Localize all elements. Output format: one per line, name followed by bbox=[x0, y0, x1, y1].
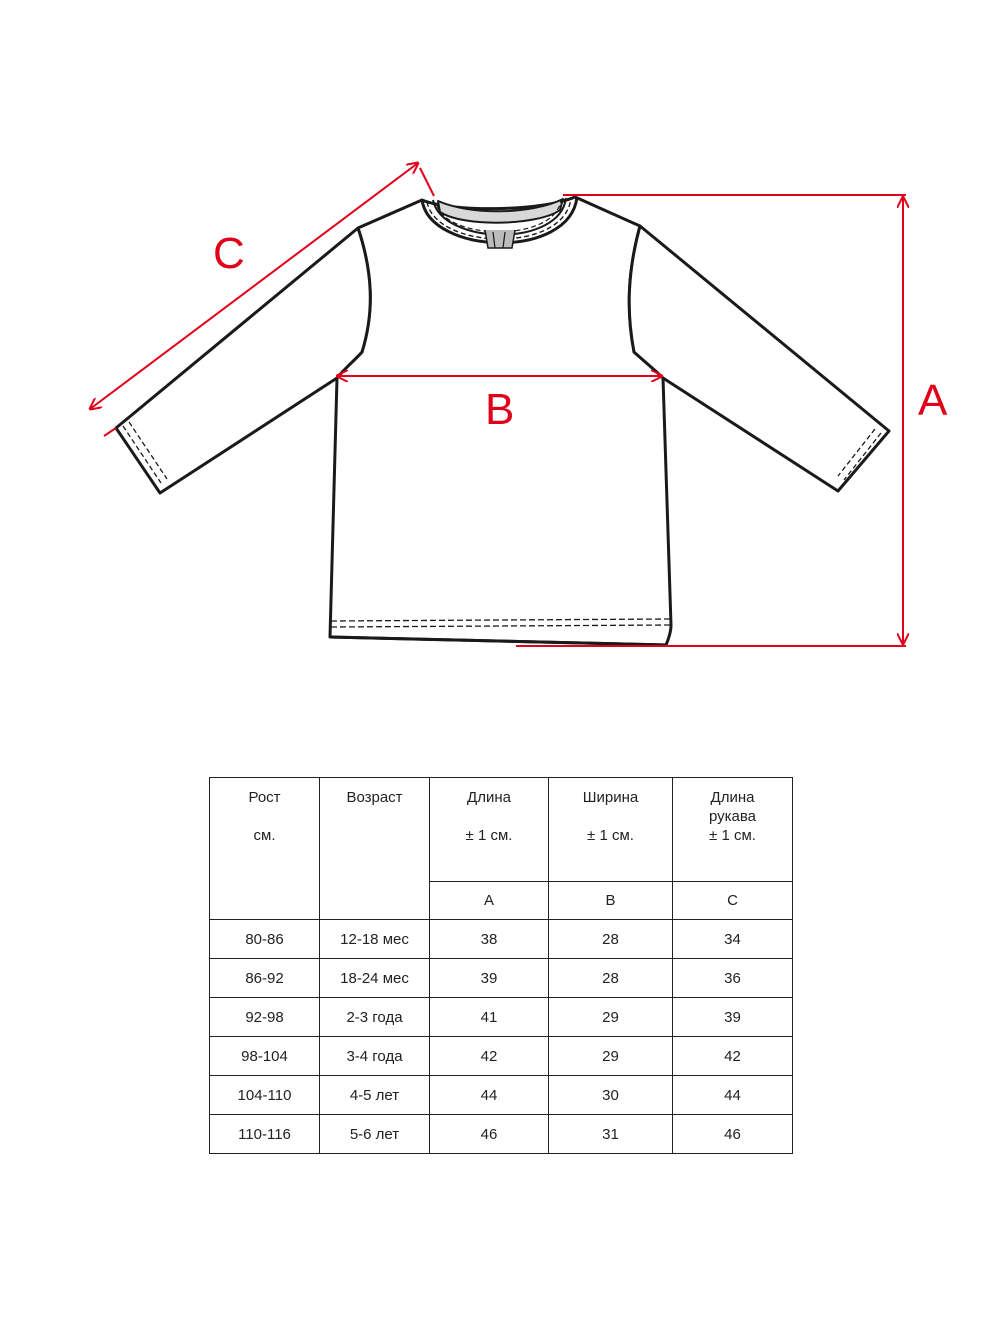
table-header-row bbox=[210, 778, 793, 882]
table-row bbox=[210, 998, 793, 1037]
cell-width: 30 bbox=[549, 1076, 673, 1115]
cell-sleeve: 44 bbox=[673, 1076, 793, 1115]
cell-height: 86-92 bbox=[210, 959, 320, 998]
cell-sleeve: 39 bbox=[673, 998, 793, 1037]
header-unit: ± 1 см. bbox=[465, 827, 513, 844]
size-table bbox=[209, 777, 793, 1154]
right-sleeve bbox=[629, 226, 889, 491]
cell-length: 44 bbox=[430, 1076, 549, 1115]
cell-age: 18-24 мес bbox=[320, 959, 430, 998]
header-label: Длина рукава bbox=[708, 789, 757, 825]
header-unit: ± 1 см. bbox=[587, 827, 634, 844]
cell-length: 39 bbox=[430, 959, 549, 998]
cell-age: 3-4 года bbox=[320, 1037, 430, 1076]
cell-width: 28 bbox=[549, 959, 673, 998]
table-row bbox=[210, 1076, 793, 1115]
header-length bbox=[430, 778, 549, 882]
table-row bbox=[210, 1037, 793, 1076]
cell-sleeve: 46 bbox=[673, 1115, 793, 1154]
dimension-a-label: A bbox=[918, 376, 948, 425]
header-label: Ширина bbox=[582, 789, 639, 806]
cell-width: 29 bbox=[549, 998, 673, 1037]
cell-length: 46 bbox=[430, 1115, 549, 1154]
cell-sleeve: 34 bbox=[673, 920, 793, 959]
cell-sleeve: 36 bbox=[673, 959, 793, 998]
header-height bbox=[210, 778, 320, 920]
cell-age: 2-3 года bbox=[320, 998, 430, 1037]
cell-height: 110-116 bbox=[210, 1115, 320, 1154]
header-age bbox=[320, 778, 430, 920]
table-row bbox=[210, 1115, 793, 1154]
dimension-b-label: B bbox=[485, 385, 515, 434]
cell-age: 12-18 мес bbox=[320, 920, 430, 959]
header-label: Длина bbox=[467, 789, 511, 806]
table-row bbox=[210, 959, 793, 998]
header-unit: ± 1 см. bbox=[709, 827, 756, 844]
cell-width: 28 bbox=[549, 920, 673, 959]
dimension-c-label: C bbox=[213, 229, 245, 278]
cell-height: 80-86 bbox=[210, 920, 320, 959]
letter-b: B bbox=[549, 882, 673, 920]
letter-a: A bbox=[430, 882, 549, 920]
header-unit: см. bbox=[253, 827, 276, 844]
letter-c: C bbox=[673, 882, 793, 920]
header-label: Возраст bbox=[346, 789, 403, 806]
cell-width: 29 bbox=[549, 1037, 673, 1076]
cell-height: 98-104 bbox=[210, 1037, 320, 1076]
cell-length: 42 bbox=[430, 1037, 549, 1076]
cell-width: 31 bbox=[549, 1115, 673, 1154]
neck-tape bbox=[485, 230, 515, 248]
cell-length: 38 bbox=[430, 920, 549, 959]
header-sleeve bbox=[673, 778, 793, 882]
cell-height: 104-110 bbox=[210, 1076, 320, 1115]
cell-age: 5-6 лет bbox=[320, 1115, 430, 1154]
cell-age: 4-5 лет bbox=[320, 1076, 430, 1115]
cell-height: 92-98 bbox=[210, 998, 320, 1037]
cell-sleeve: 42 bbox=[673, 1037, 793, 1076]
table-row bbox=[210, 920, 793, 959]
cell-length: 41 bbox=[430, 998, 549, 1037]
header-width bbox=[549, 778, 673, 882]
header-label: Рост bbox=[248, 789, 281, 806]
